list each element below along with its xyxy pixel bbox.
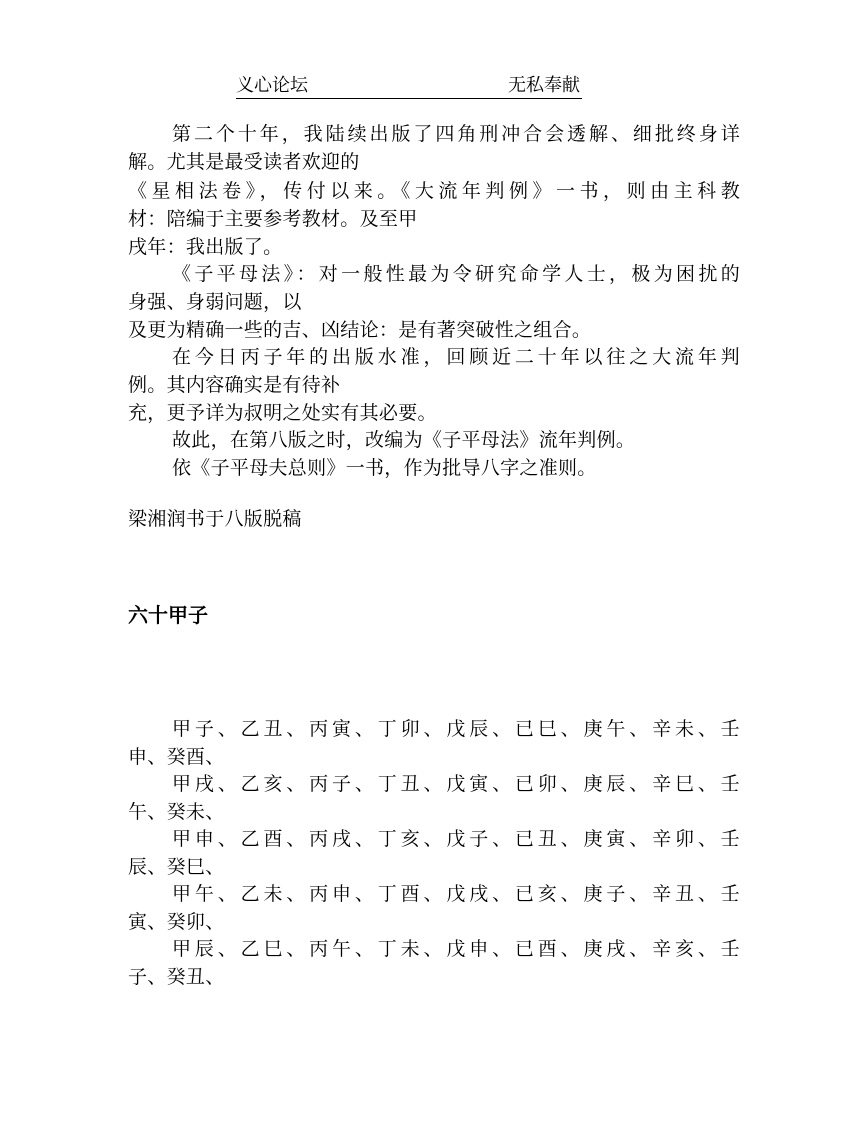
preface-line: 身强、身弱问题，以 xyxy=(128,291,302,313)
section-title: 六十甲子 xyxy=(128,603,208,627)
preface-line: 及更为精确一些的吉、凶结论：是有著突破性之组合。 xyxy=(128,319,592,341)
cycle-line: 申、癸酉、 xyxy=(128,746,225,768)
cycle-line: 午、癸未、 xyxy=(128,801,225,823)
header-forum-name: 义心论坛 xyxy=(236,75,308,96)
preface-line: 在今日丙子年的出版水准，回顾近二十年以往之大流年判 xyxy=(172,346,740,368)
preface-signature: 梁湘润书于八版脱稿 xyxy=(128,508,302,530)
cycle-line: 子、癸丑、 xyxy=(128,966,225,988)
cycle-line: 甲子、乙丑、丙寅、丁卯、戊辰、已巳、庚午、辛未、壬 xyxy=(172,718,740,740)
preface-line: 依《子平母夫总则》一书，作为批导八字之准则。 xyxy=(172,457,597,479)
preface-line: 《子平母法》：对一般性最为令研究命学人士，极为困扰的 xyxy=(172,263,740,285)
preface-line: 戌年：我出版了。 xyxy=(128,236,283,258)
preface-line: 《星相法卷》，传付以来。《大流年判例》一书，则由主科教 xyxy=(128,180,740,202)
page-header xyxy=(236,74,582,99)
preface-line: 故此，在第八版之时，改编为《子平母法》流年判例。 xyxy=(172,429,636,451)
preface-line: 解。尤其是最受读者欢迎的 xyxy=(128,151,360,173)
cycle-line: 甲辰、乙巳、丙午、丁未、戊申、已酉、庚戌、辛亥、壬 xyxy=(172,938,740,960)
cycle-line: 甲申、乙酉、丙戌、丁亥、戊子、已丑、庚寅、辛卯、壬 xyxy=(172,828,740,850)
preface-line: 例。其内容确实是有待补 xyxy=(128,374,341,396)
cycle-line: 甲午、乙未、丙申、丁酉、戊戌、已亥、庚子、辛丑、壬 xyxy=(172,883,740,905)
preface-line: 充，更予详为叔明之处实有其必要。 xyxy=(128,402,437,424)
cycle-line: 寅、癸卯、 xyxy=(128,911,225,933)
header-motto: 无私奉献 xyxy=(508,75,580,96)
preface-line: 第二个十年，我陆续出版了四角刑冲合会透解、细批终身详 xyxy=(172,123,740,145)
cycle-line: 甲戌、乙亥、丙子、丁丑、戊寅、已卯、庚辰、辛巳、壬 xyxy=(172,773,740,795)
cycle-line: 辰、癸巳、 xyxy=(128,856,225,878)
preface-line: 材：陪编于主要参考教材。及至甲 xyxy=(128,208,418,230)
